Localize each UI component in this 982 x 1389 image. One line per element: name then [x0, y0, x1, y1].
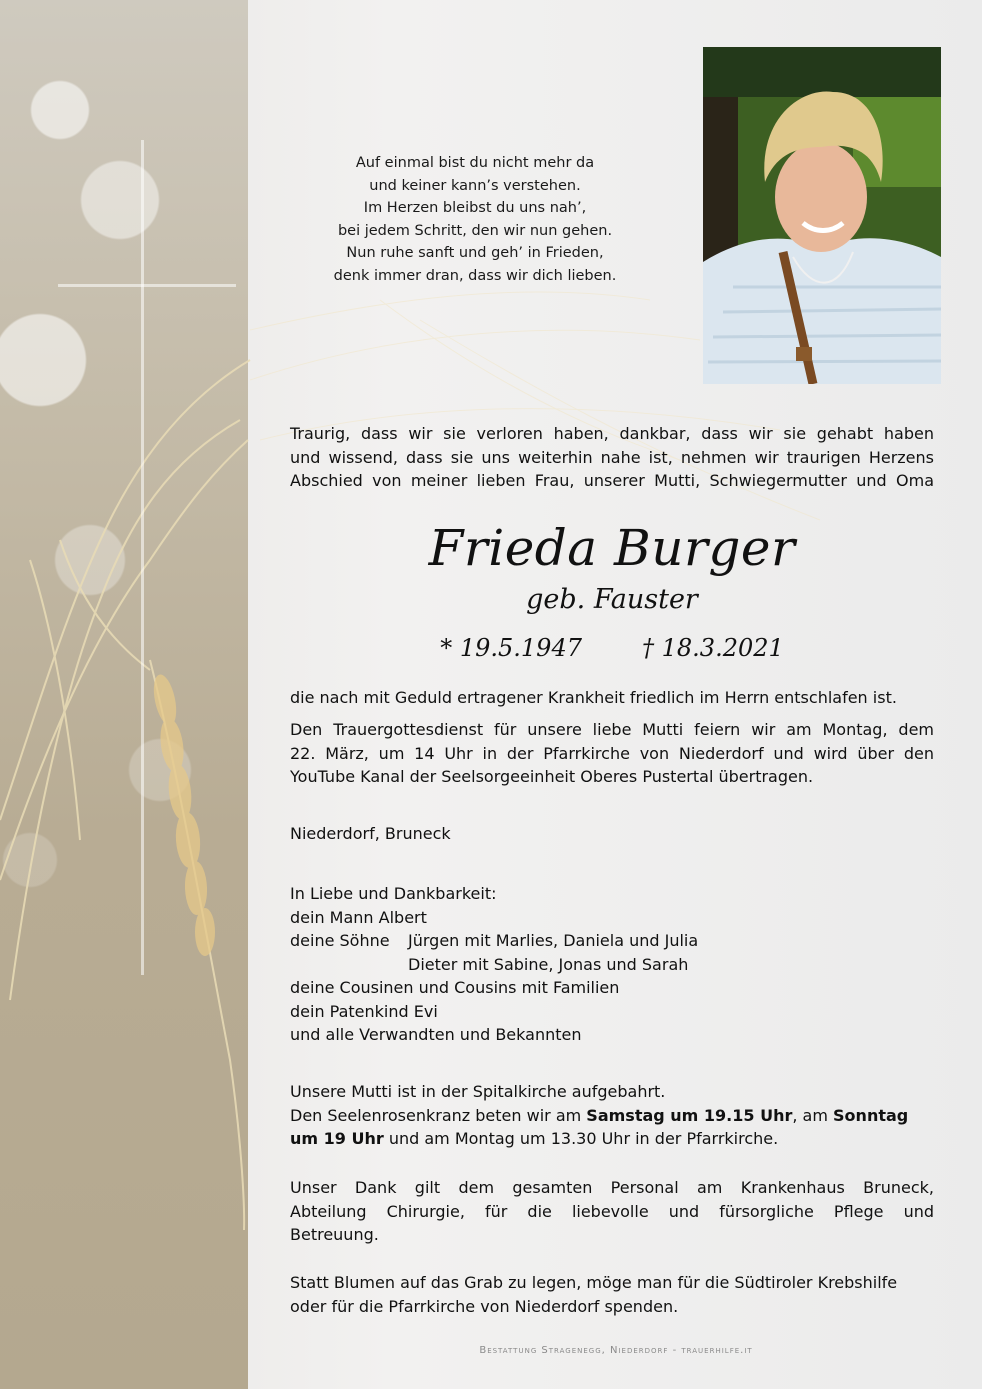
service-line: 22. März, um 14 Uhr in der Pfarrkirche von Niederdorf und wird über den — [290, 743, 934, 763]
poem-line: Im Herzen bleibst du uns nah’, — [363, 200, 587, 216]
rosary-line — [290, 1127, 934, 1151]
mourners-heading: In Liebe und Dankbarkeit: — [290, 884, 497, 903]
maiden-name: geb. Fauster — [526, 584, 698, 615]
cross-vertical-bar — [141, 140, 144, 975]
birth-date: * 19.5.1947 — [440, 634, 582, 662]
poem-line: Auf einmal bist du nicht mehr da — [355, 155, 595, 171]
mourner-line: und alle Verwandten und Bekannten — [290, 1025, 582, 1044]
rosary-text: Den Seelenrosenkranz beten wir am — [290, 1105, 587, 1125]
rosary-text: und am Montag um 13.30 Uhr in der Pfarrkirche. — [383, 1129, 779, 1148]
mourner-line: dein Patenkind Evi — [290, 1001, 438, 1021]
cross-horizontal-bar — [58, 284, 236, 287]
donation-line: oder für die Pfarrkirche von Niederdorf spenden. — [290, 1296, 679, 1316]
rosary-line — [290, 1104, 934, 1128]
portrait-photo — [703, 47, 941, 384]
poem-line: bei jedem Schritt, den wir nun gehen. — [337, 222, 613, 239]
passing-text-block — [290, 686, 934, 710]
sons-label: deine Söhne — [290, 931, 390, 950]
deceased-name: Frieda Burger — [428, 519, 796, 577]
sons-line: Dieter mit Sabine, Jonas und Sarah — [408, 954, 689, 974]
mourner-line — [290, 953, 934, 977]
intro-text — [290, 422, 934, 493]
death-date: † 18.3.2021 — [642, 634, 784, 662]
sons-line: Jürgen mit Marlies, Daniela und Julia — [408, 931, 699, 950]
thanks-line: Abteilung Chirurgie, für die liebevolle und fürsorgliche Pflege und — [290, 1201, 934, 1221]
place: Niederdorf, Bruneck — [290, 824, 451, 843]
mourners-list — [290, 882, 934, 1047]
thanks-line: Betreuung. — [290, 1225, 379, 1244]
mourner-line: dein Mann Albert — [290, 907, 427, 927]
mourner-line: deine Cousinen und Cousins mit Familien — [290, 978, 620, 997]
life-dates — [290, 630, 934, 666]
laid-out-line: Unsere Mutti ist in der Spitalkirche aufgebahrt. — [290, 1082, 666, 1101]
mourner-line — [290, 929, 934, 953]
intro-line: und wissend, dass sie uns weiterhin nahe ist, nehmen wir traurigen Herzens — [290, 447, 934, 467]
footer-credit: Bestattung Stragenegg, Niederdorf - trauerhilfe.it — [479, 1345, 753, 1356]
rosary-sunday: Sonntag — [833, 1105, 909, 1125]
donation-block — [290, 1271, 934, 1318]
poem-line: denk immer dran, dass wir dich lieben. — [333, 267, 617, 284]
rosary-text: , am — [792, 1105, 834, 1125]
rosary-saturday: Samstag um 19.15 Uhr — [586, 1105, 793, 1125]
thanks-line: Unser Dank gilt dem gesamten Personal am Krankenhaus Bruneck, — [290, 1178, 934, 1197]
poem-line: Nun ruhe sanft und geh’ in Frieden, — [346, 245, 604, 261]
decorative-side-panel — [0, 0, 248, 1389]
poem-line: und keiner kann’s verstehen. — [369, 177, 581, 194]
place-block — [290, 822, 934, 846]
laid-out-info — [290, 1080, 934, 1151]
service-line: YouTube Kanal der Seelsorgeeinheit Oberes Pustertal übertragen. — [290, 767, 814, 786]
intro-line: Abschied von meiner lieben Frau, unserer Mutti, Schwiegermutter und Oma — [290, 471, 934, 490]
intro-line: Traurig, dass wir sie verloren haben, dankbar, dass wir sie gehabt haben — [290, 424, 934, 443]
service-info — [290, 718, 934, 789]
service-line: Den Trauergottesdienst für unsere liebe Mutti feiern wir am Montag, dem — [290, 720, 934, 739]
donation-line: Statt Blumen auf das Grab zu legen, möge man für die Südtiroler Krebshilfe — [290, 1273, 898, 1292]
memorial-poem — [300, 152, 650, 287]
rosary-sunday-time: um 19 Uhr — [290, 1129, 384, 1148]
passing-text: die nach mit Geduld ertragener Krankheit friedlich im Herrn entschlafen ist. — [290, 688, 897, 707]
thanks-block — [290, 1176, 934, 1247]
